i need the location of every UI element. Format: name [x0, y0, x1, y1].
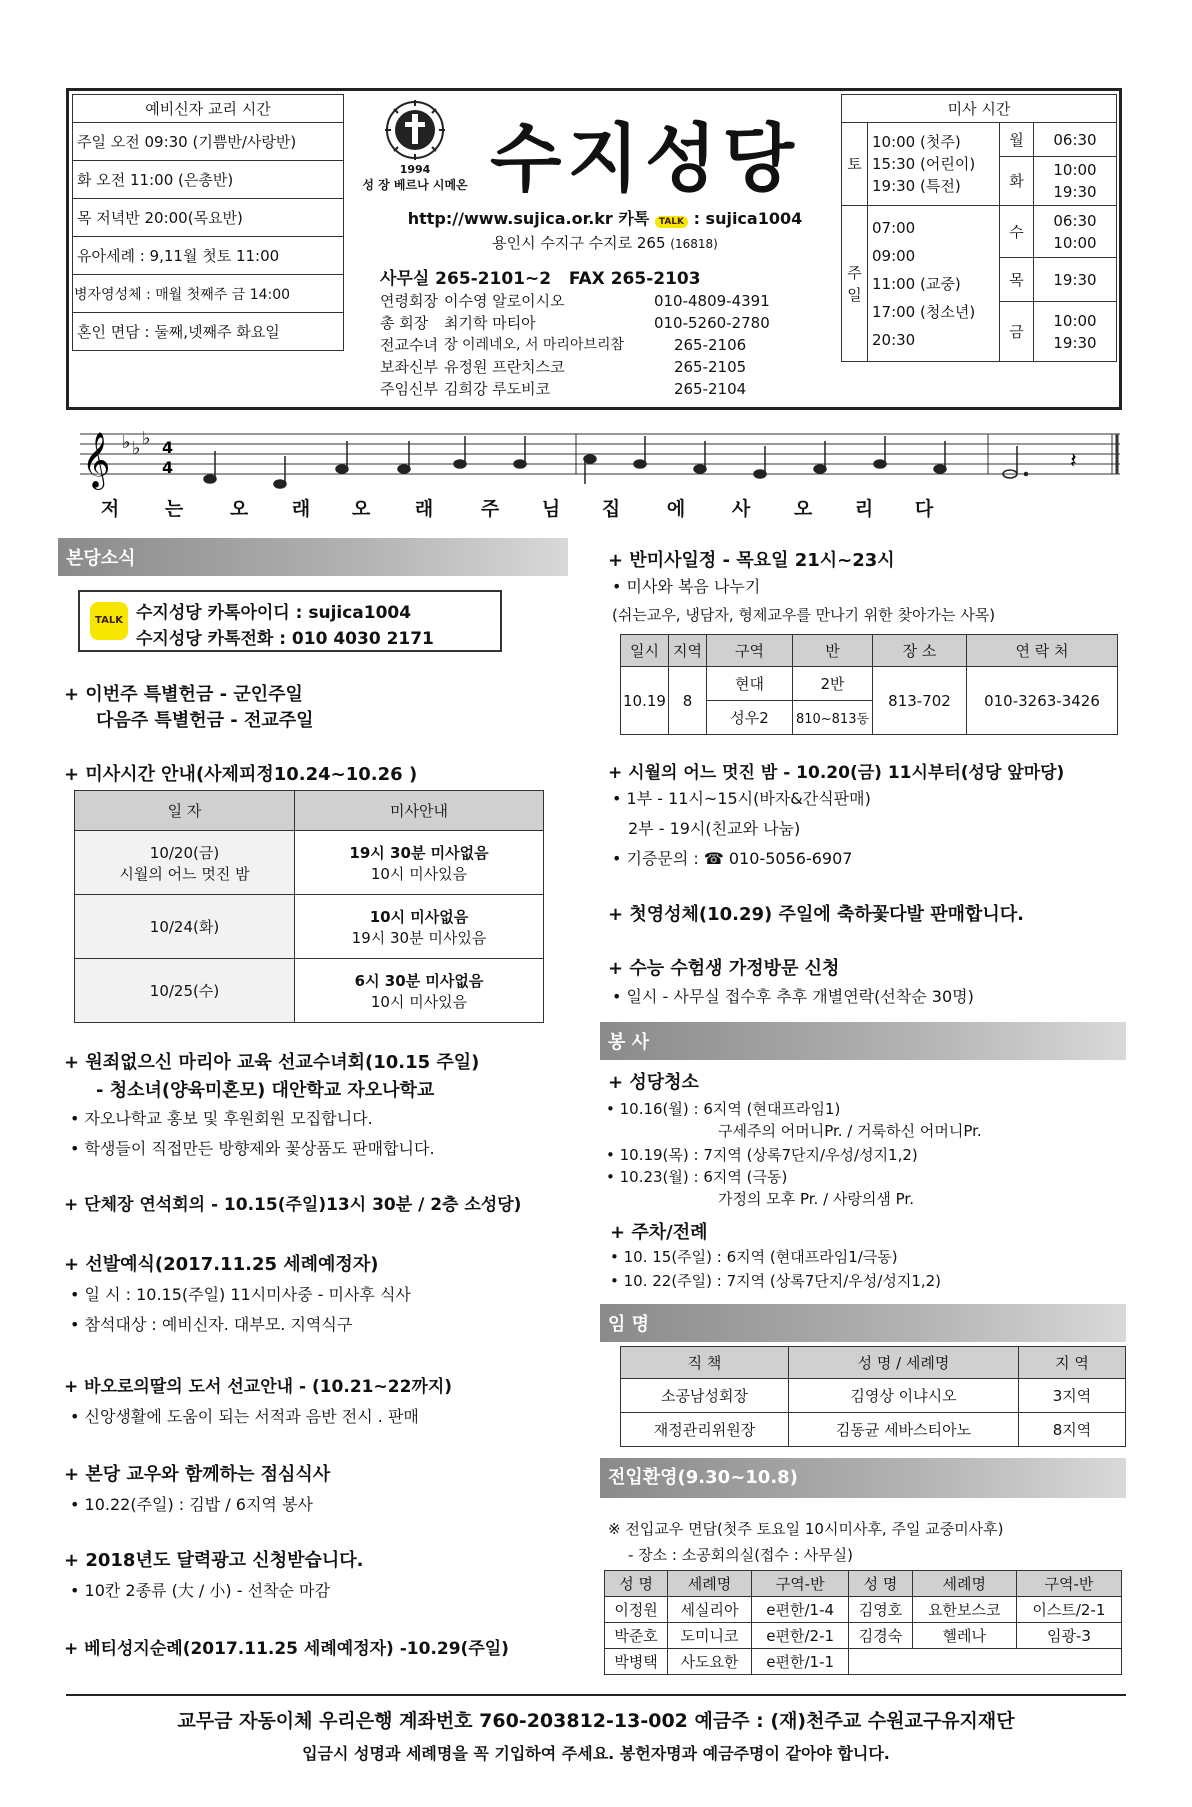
table-header: 미사안내	[295, 791, 544, 831]
lyric-syllable: 는	[164, 498, 184, 520]
footer-line-1: 교무금 자동이체 우리은행 계좌번호 760-203812-13-002 예금주 : (재)천주교 수원교구유지재단	[177, 1710, 1015, 1732]
welcome-cell: 김경숙	[849, 1623, 912, 1649]
welcome-cell: 이정원	[605, 1597, 668, 1623]
welcome-cell: 임광-3	[1016, 1623, 1121, 1649]
treble-clef-icon: 𝄞	[82, 432, 111, 488]
appoint-name: 김영상 이냐시오	[789, 1379, 1019, 1413]
table-header: 일시	[621, 635, 669, 667]
url-text: http://www.sujica.or.kr 카톡	[407, 209, 650, 228]
mass-info-bold: 19시 30분 미사없음	[349, 843, 489, 862]
staff-role: 연령회장	[380, 292, 438, 310]
church-logo	[355, 100, 475, 193]
table-row	[605, 1649, 1122, 1675]
first-communion: + 첫영성체(10.29) 주일에 축하꽃다발 판매합니다.	[608, 904, 1024, 925]
staff-phone: 265-2104	[673, 380, 747, 398]
table-header: 연 락 처	[967, 635, 1118, 667]
logo-text: 성 장 베르나 시메온	[362, 178, 468, 192]
parking-title: + 주차/전례	[610, 1222, 708, 1243]
staff-row	[380, 356, 776, 378]
weekday-time: 06:30	[1034, 123, 1117, 157]
october-night-title: + 시월의 어느 멋진 밤 - 10.20(금) 11시부터(성당 앞마당)	[608, 763, 1065, 783]
ban-ban: 2반	[793, 667, 873, 701]
welcome-cell: 박준호	[605, 1623, 668, 1649]
logo-year: 1994	[399, 163, 431, 176]
pauline-bullet: • 신앙생활에 도움이 되는 서적과 음반 전시 . 판매	[70, 1407, 419, 1426]
calendar-title: + 2018년도 달력광고 신청받습니다.	[64, 1550, 364, 1571]
welcome-cell: e편한/1-4	[751, 1597, 849, 1623]
welcome-note: ※ 전입교우 면담(첫주 토요일 10시미사후, 주일 교중미사후)	[608, 1520, 1004, 1538]
staff-role: 전교수녀	[380, 336, 438, 354]
footer	[66, 1694, 1126, 1764]
flat-icon: ♭	[122, 432, 131, 453]
ban-contact: 010-3263-3426	[967, 667, 1118, 735]
ban-mass-note: (쉬는교우, 냉담자, 형제교우를 만나기 위한 찾아가는 사목)	[612, 606, 996, 624]
ban-mass-bullet: • 미사와 복음 나누기	[612, 577, 761, 596]
footer-line-2: 입금시 성명과 세례명을 꼭 기입하여 주세요. 봉헌자명과 예금주명이 같아야 합니다.	[302, 1744, 890, 1763]
church-title: 수지성당	[490, 116, 800, 202]
weekday-time: 10:00 19:30	[1034, 302, 1117, 362]
time-signature: 4	[162, 458, 174, 477]
welcome-cell: e편한/2-1	[751, 1623, 849, 1649]
lyric-syllable: 오	[229, 498, 249, 520]
exam-title: + 수능 수험생 가정방문 신청	[608, 958, 840, 979]
mass-notice-title: + 미사시간 안내(사제피정10.24~10.26 )	[64, 764, 418, 785]
parking-item: • 10. 15(주일) : 6지역 (현대프라임1/극동)	[610, 1248, 898, 1266]
table-row	[75, 831, 544, 895]
mass-info-text: 10시 미사있음	[370, 864, 468, 883]
weekday-time: 19:30	[1034, 258, 1117, 302]
table-row	[621, 667, 1118, 701]
lyric-syllable: 저	[100, 498, 120, 520]
catechism-row: 목 저녁반 20:00(목요반)	[73, 199, 344, 237]
appoint-region: 3지역	[1019, 1379, 1126, 1413]
lunch-title: + 본당 교우와 함께하는 점심식사	[64, 1464, 331, 1485]
mass-info-text: 10시 미사있음	[370, 992, 468, 1011]
sun-label: 주 일	[842, 206, 868, 362]
kakao-id: : sujica1004	[693, 209, 803, 228]
kakao-talk-icon: TALK	[90, 602, 128, 640]
staff-role: 주임신부	[380, 380, 438, 398]
church-seal-icon	[385, 100, 445, 160]
pauline-title: + 바오로의딸의 도서 선교안내 - (10.21~22까지)	[64, 1377, 453, 1397]
ban-district: 현대	[707, 667, 793, 701]
mary-title: + 원죄없으신 마리아 교육 선교수녀회(10.15 주일)	[64, 1052, 480, 1073]
staff-name: 이수영 알로이시오	[443, 292, 565, 310]
offering-line-1: + 이번주 특별헌금 - 군인주일	[64, 684, 303, 705]
weekday-label: 월	[1000, 123, 1034, 157]
welcome-cell: 사도요한	[668, 1649, 752, 1675]
news-section-bar: 본당소식	[58, 538, 568, 576]
staff-phone: 265-2106	[673, 336, 747, 354]
catechism-row: 병자영성체 : 매월 첫째주 금 14:00	[73, 275, 344, 313]
welcome-section-bar: 전입환영(9.30~10.8)	[600, 1458, 1126, 1498]
lyric-syllable: 래	[414, 498, 434, 520]
staff-row	[380, 312, 776, 334]
lyrics	[80, 494, 1040, 521]
cleaning-item: • 10.23(월) : 6지역 (극동)	[606, 1168, 788, 1186]
appoint-region: 8지역	[1019, 1413, 1126, 1447]
appoint-name: 김동균 세바스티아노	[789, 1413, 1019, 1447]
welcome-table	[604, 1570, 1122, 1675]
staff-role: 보좌신부	[380, 358, 438, 376]
appoint-position: 재정관리위원장	[621, 1413, 789, 1447]
address-text: 용인시 수지구 수지로 265	[492, 234, 666, 252]
cleaning-item: 가정의 모후 Pr. / 사랑의샘 Pr.	[718, 1190, 914, 1208]
mass-info	[295, 895, 544, 959]
cleaning-item: • 10.19(목) : 7지역 (상록7단지/우성/성지1,2)	[606, 1146, 918, 1164]
welcome-cell: 박병택	[605, 1649, 668, 1675]
ban-region: 8	[669, 667, 707, 735]
staff-name: 유정원 프란치스코	[443, 358, 565, 376]
mass-date: 10/20(금) 시월의 어느 멋진 밤	[75, 831, 295, 895]
table-row	[621, 1413, 1126, 1447]
table-header: 지 역	[1019, 1347, 1126, 1379]
staff-role: 총 회장	[380, 314, 429, 332]
cleaning-item: • 10.16(월) : 6지역 (현대프라임1)	[606, 1100, 841, 1118]
welcome-cell: 헬레나	[912, 1623, 1016, 1649]
parking-item: • 10. 22(주일) : 7지역 (상록7단지/우성/성지1,2)	[610, 1272, 942, 1290]
office-phone: 사무실 265-2101~2 FAX 265-2103	[380, 269, 701, 289]
catechism-title: 예비신자 교리 시간	[73, 95, 344, 123]
mary-bullet: • 자오나학교 홍보 및 후원회원 모집합니다.	[70, 1109, 373, 1128]
time-signature: 4	[162, 438, 174, 457]
table-row	[605, 1623, 1122, 1649]
group-meeting: + 단체장 연석회의 - 10.15(주일)13시 30분 / 2층 소성당)	[64, 1195, 522, 1215]
staff-row	[380, 334, 776, 356]
staff-row	[380, 378, 776, 400]
weekday-label: 목	[1000, 258, 1034, 302]
table-header: 구역-반	[751, 1571, 849, 1597]
cleaning-item: 구세주의 어머니Pr. / 거룩하신 어머니Pr.	[718, 1122, 982, 1140]
sat-times: 10:00 (첫주) 15:30 (어린이) 19:30 (특전)	[868, 123, 1000, 206]
kakao-tel-text: 수지성당 카톡전화 : 010 4030 2171	[136, 629, 434, 649]
lyric-syllable: 님	[541, 498, 561, 520]
staff-phone: 010-5260-2780	[653, 314, 770, 332]
mass-info-bold: 6시 30분 미사없음	[354, 971, 484, 990]
flat-icon: ♭	[142, 428, 151, 449]
ban-mass-table	[620, 634, 1118, 735]
table-header: 세례명	[912, 1571, 1016, 1597]
mass-date: 10/25(수)	[75, 959, 295, 1023]
kakao-box	[78, 590, 502, 652]
staff-name: 장 이레네오, 서 마리아브리참	[443, 337, 625, 353]
table-header: 성 명 / 세례명	[789, 1347, 1019, 1379]
table-header: 구역-반	[1016, 1571, 1121, 1597]
lyric-syllable: 다	[914, 498, 934, 520]
mary-bullet: • 학생들이 직접만든 방향제와 꽃상품도 판매합니다.	[70, 1139, 435, 1158]
lyric-syllable: 사	[731, 498, 751, 520]
welcome-cell: 요한보스코	[912, 1597, 1016, 1623]
mary-subtitle: - 청소녀(양육미혼모) 대안학교 자오나학교	[96, 1080, 435, 1101]
select-bullet: • 참석대상 : 예비신자. 대부모. 지역식구	[70, 1315, 353, 1334]
october-bullet: • 1부 - 11시~15시(바자&간식판매)	[612, 789, 871, 808]
lunch-bullet: • 10.22(주일) : 김밥 / 6지역 봉사	[70, 1495, 313, 1514]
weekday-time: 06:30 10:00	[1034, 206, 1117, 258]
mass-title: 미사 시간	[842, 95, 1117, 123]
music-staff	[80, 426, 1120, 490]
catechism-table	[72, 94, 344, 351]
staff-phone: 265-2105	[673, 358, 747, 376]
table-header: 세례명	[668, 1571, 752, 1597]
welcome-cell: 김영호	[849, 1597, 912, 1623]
service-section-bar: 봉 사	[600, 1022, 1126, 1060]
table-header: 장 소	[873, 635, 967, 667]
table-header: 지역	[669, 635, 707, 667]
kakao-id-text: 수지성당 카톡아이디 : sujica1004	[136, 603, 412, 623]
ban-district: 성우2	[707, 701, 793, 735]
table-header: 성 명	[849, 1571, 912, 1597]
weekday-label: 수	[1000, 206, 1034, 258]
weekday-label: 금	[1000, 302, 1034, 362]
table-row	[75, 895, 544, 959]
mass-info	[295, 959, 544, 1023]
catechism-row: 유아세례 : 9,11월 첫토 11:00	[73, 237, 344, 275]
mass-info	[295, 831, 544, 895]
weekday-label: 화	[1000, 157, 1034, 206]
rest-icon: 𝄽	[1070, 449, 1077, 474]
staff-phone: 010-4809-4391	[653, 292, 770, 310]
select-bullet: • 일 시 : 10.15(주일) 11시미사중 - 미사후 식사	[70, 1285, 411, 1304]
lyric-syllable: 에	[666, 498, 686, 520]
postcode: (16818)	[670, 237, 718, 251]
calendar-bullet: • 10칸 2종류 (大 / 小) - 선착순 마감	[70, 1581, 330, 1600]
offering-line-2: 다음주 특별헌금 - 전교주일	[96, 710, 314, 731]
october-bullet: 2부 - 19시(친교와 나눔)	[628, 819, 801, 838]
catechism-row: 주일 오전 09:30 (기쁨반/사랑반)	[73, 123, 344, 161]
welcome-cell: 도미니코	[668, 1623, 752, 1649]
table-header: 일 자	[75, 791, 295, 831]
staff-name: 김희강 루도비코	[443, 380, 551, 398]
mass-info-text: 19시 30분 미사있음	[351, 928, 487, 947]
mass-time-table	[841, 94, 1117, 362]
lyric-syllable: 집	[601, 498, 621, 520]
welcome-empty-cell	[849, 1649, 912, 1675]
staff-table	[380, 290, 776, 400]
lyric-syllable: 래	[291, 498, 311, 520]
welcome-empty-cell	[1016, 1649, 1121, 1675]
sun-times: 07:00 09:00 11:00 (교중) 17:00 (청소년) 20:30	[868, 206, 1000, 362]
table-row	[605, 1597, 1122, 1623]
welcome-empty-cell	[912, 1649, 1016, 1675]
mass-info-bold: 10시 미사없음	[369, 907, 469, 926]
lyric-syllable: 주	[480, 498, 500, 520]
catechism-row: 혼인 면담 : 둘째,넷째주 화요일	[73, 313, 344, 351]
welcome-cell: 이스트/2-1	[1016, 1597, 1121, 1623]
table-header: 성 명	[605, 1571, 668, 1597]
ban-ban: 810~813동	[793, 701, 873, 735]
lyric-syllable: 오	[351, 498, 371, 520]
appointment-table	[620, 1346, 1126, 1447]
kakao-icon: TALK	[655, 216, 688, 228]
church-url	[380, 206, 830, 229]
table-row	[621, 1379, 1126, 1413]
staff-name: 최기학 마티아	[443, 314, 536, 332]
welcome-cell: e편한/1-1	[751, 1649, 849, 1675]
sat-label: 토	[842, 123, 868, 206]
cleaning-title: + 성당청소	[608, 1072, 699, 1093]
ban-place: 813-702	[873, 667, 967, 735]
mass-notice-table	[74, 790, 544, 1023]
weekday-time: 10:00 19:30	[1034, 157, 1117, 206]
flat-icon: ♭	[132, 438, 141, 459]
ban-mass-title: + 반미사일정 - 목요일 21시~23시	[608, 550, 895, 571]
welcome-cell: 세실리아	[668, 1597, 752, 1623]
appoint-position: 소공남성회장	[621, 1379, 789, 1413]
catechism-row: 화 오전 11:00 (은총반)	[73, 161, 344, 199]
appointment-section-bar: 임 명	[600, 1304, 1126, 1342]
exam-bullet: • 일시 - 사무실 접수후 추후 개별연락(선착순 30명)	[612, 987, 974, 1006]
table-header: 구역	[707, 635, 793, 667]
lyric-syllable: 오	[793, 498, 813, 520]
ban-date: 10.19	[621, 667, 669, 735]
welcome-note: - 장소 : 소공회의실(접수 : 사무실)	[628, 1546, 853, 1564]
church-address	[380, 232, 830, 253]
october-contact: • 기증문의 : ☎ 010-5056-6907	[612, 849, 853, 868]
pilgrimage: + 베티성지순례(2017.11.25 세례예정자) -10.29(주일)	[64, 1639, 509, 1659]
select-title: + 선발예식(2017.11.25 세례예정자)	[64, 1254, 379, 1275]
table-header: 직 책	[621, 1347, 789, 1379]
lyric-syllable: 리	[854, 498, 874, 520]
table-header: 반	[793, 635, 873, 667]
staff-row	[380, 290, 776, 312]
mass-date: 10/24(화)	[75, 895, 295, 959]
table-row	[75, 959, 544, 1023]
